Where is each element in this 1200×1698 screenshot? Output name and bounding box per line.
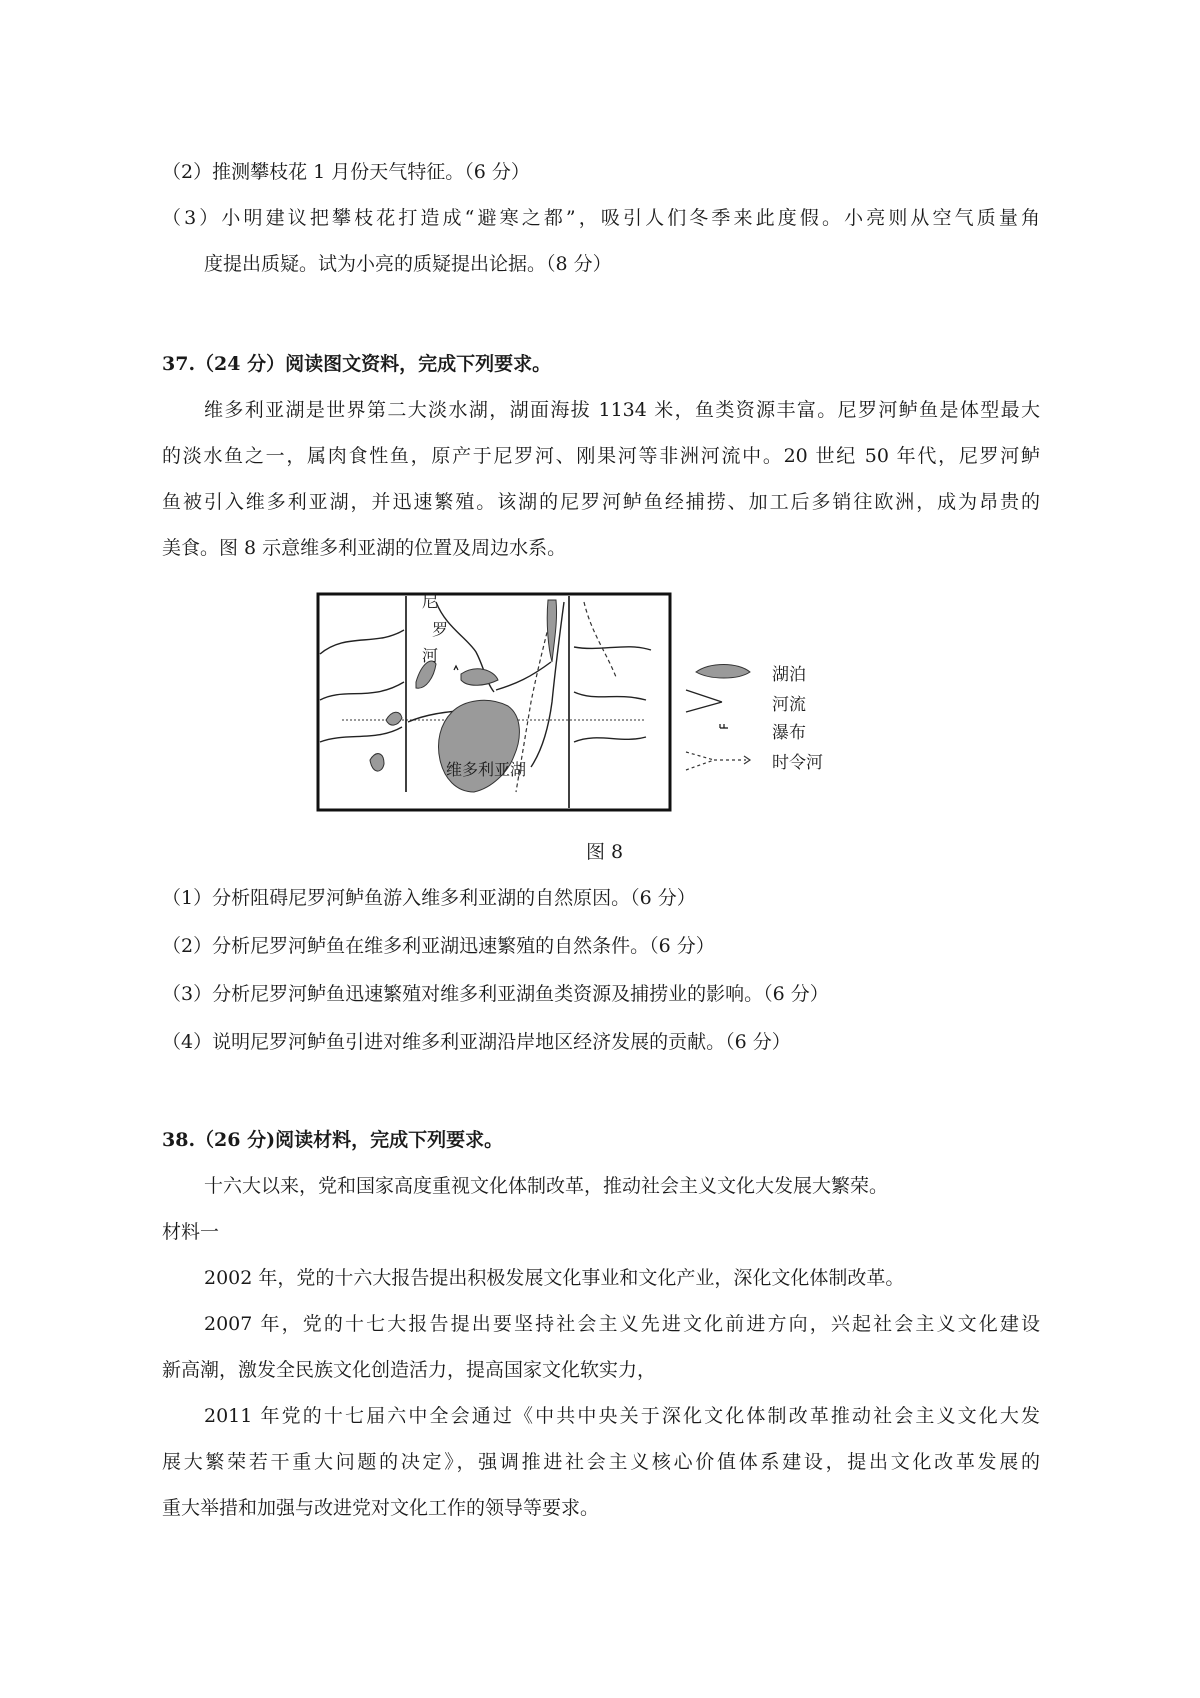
q37-para-line-1: 维多利亚湖是世界第二大淡水湖，湖面海拔 1134 米，鱼类资源丰富。尼罗河鲈鱼是体型最大 <box>204 399 1040 421</box>
q38-paragraph-2007-line2: 新高潮，激发全民族文化创造活力，提高国家文化软实力， <box>162 1359 657 1381</box>
figure-caption: 图 8 <box>586 841 624 863</box>
q37-question-2: （2）分析尼罗河鲈鱼在维多利亚湖迅速繁殖的自然条件。（6 分） <box>162 935 715 957</box>
q38-paragraph-2002: 2002 年，党的十六大报告提出积极发展文化事业和文化产业，深化文化体制改革。 <box>204 1267 905 1289</box>
legend-lake-label: 湖泊 <box>772 665 806 685</box>
legend-waterfall-label: 瀑布 <box>772 723 806 743</box>
q36-sub3-line1: （3）小明建议把攀枝花打造成“避寒之都”，吸引人们冬季来此度假。小亮则从空气质量角 <box>162 207 1040 229</box>
q38-material-label: 材料一 <box>162 1221 220 1243</box>
q38-paragraph-2011-line1: 2011 年党的十七届六中全会通过《中共中央关于深化文化体制改革推动社会主义文化大发 <box>204 1405 1040 1427</box>
map-label-nile-3: 河 <box>422 646 439 665</box>
q36-sub2: （2）推测攀枝花 1 月份天气特征。（6 分） <box>162 161 530 183</box>
q37-question-1: （1）分析阻碍尼罗河鲈鱼游入维多利亚湖的自然原因。（6 分） <box>162 887 696 909</box>
q37-para-line-4: 美食。图 8 示意维多利亚湖的位置及周边水系。 <box>162 537 567 559</box>
map-label-victoria-lake: 维多利亚湖 <box>446 760 527 779</box>
q37-heading: 37.（24 分）阅读图文资料，完成下列要求。 <box>162 353 552 375</box>
q37-question-3: （3）分析尼罗河鲈鱼迅速繁殖对维多利亚湖鱼类资源及捕捞业的影响。（6 分） <box>162 983 829 1005</box>
q38-paragraph-2011-line2: 展大繁荣若干重大问题的决定》，强调推进社会主义核心价值体系建设，提出文化改革发展的 <box>162 1451 1040 1473</box>
q38-intro: 十六大以来，党和国家高度重视文化体制改革，推动社会主义文化大发展大繁荣。 <box>204 1175 889 1197</box>
map-legend-symbols <box>680 660 760 790</box>
q38-heading: 38.（26 分)阅读材料，完成下列要求。 <box>162 1129 504 1151</box>
q38-paragraph-2011-line3: 重大举措和加强与改进党对文化工作的领导等要求。 <box>162 1497 600 1519</box>
q37-para-line-2: 的淡水鱼之一，属肉食性鱼，原产于尼罗河、刚果河等非洲河流中。20 世纪 50 年代，尼罗河鲈 <box>162 445 1040 467</box>
q37-para-line-3: 鱼被引入维多利亚湖，并迅速繁殖。该湖的尼罗河鲈鱼经捕捞、加工后多销往欧洲，成为昂贵的 <box>162 491 1040 513</box>
q38-paragraph-2007-line1: 2007 年，党的十七大报告提出要坚持社会主义先进文化前进方向，兴起社会主义文化建设 <box>204 1313 1040 1335</box>
q36-sub3-line2: 度提出质疑。试为小亮的质疑提出论据。（8 分） <box>204 253 612 275</box>
legend-seasonal-river-label: 时令河 <box>772 753 823 773</box>
map-label-nile-2: 罗 <box>432 620 449 639</box>
q37-question-4: （4）说明尼罗河鲈鱼引进对维多利亚湖沿岸地区经济发展的贡献。（6 分） <box>162 1031 791 1053</box>
map-label-nile-1: 尼 <box>422 592 439 611</box>
legend-river-label: 河流 <box>772 695 806 715</box>
